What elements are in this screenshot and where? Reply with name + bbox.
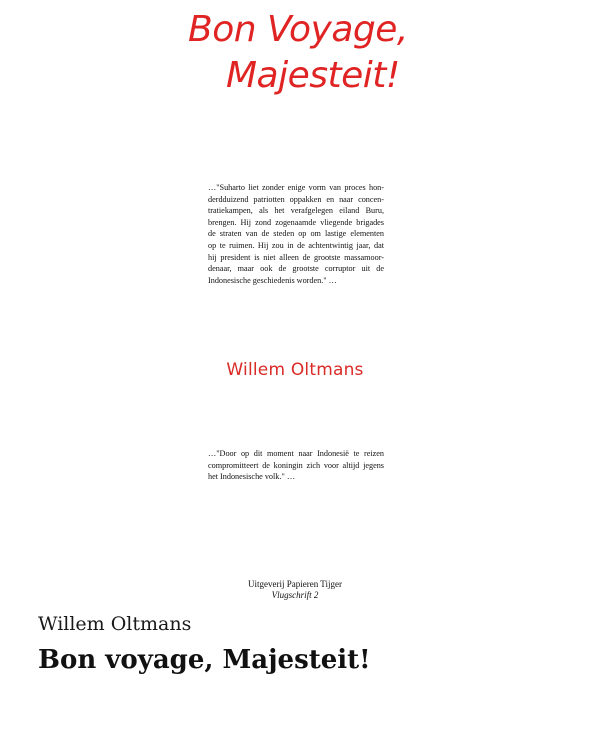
quote-line: hij president is niet alleen de grootste massamoor- [208, 252, 384, 262]
publisher-name: Uitgeverij Papieren Tijger [248, 579, 342, 589]
quote-line: brengen. Hij zond zogenaamde vliegende brigades [208, 217, 384, 227]
quote-line: Indonesische geschiedenis worden." … [208, 275, 337, 285]
quote-line: derdduizend patriotten oppakken en naar concen- [208, 194, 384, 204]
quote-line: denaar, maar ook de grootste corruptor uit de [208, 264, 384, 274]
quote-line: op te ruimen. Hij zou in de achtentwintig jaar, dat [208, 240, 384, 250]
quote-line: tratiekampen, als het verafgelegen eiland Buru, [208, 206, 384, 216]
cover-quote-koningin [208, 448, 384, 483]
publisher-series: Vlugschrift 2 [271, 590, 319, 600]
cover-quote-suharto [208, 182, 384, 286]
cover-publisher [200, 579, 390, 601]
book-title: Bon voyage, Majesteit! [38, 645, 371, 675]
quote-line: …"Door op dit moment naar Indonesië te reizen [208, 449, 384, 458]
quote-line: …"Suharto liet zonder enige vorm van proces hon- [208, 183, 384, 192]
cover-title-line-2: Majesteit! [226, 55, 400, 96]
cover-author-label: Willem Oltmans [226, 360, 364, 380]
quote-line: de straten van de steden op om lastige elementen [208, 229, 384, 239]
cover-author [0, 360, 590, 380]
book-author: Willem Oltmans [38, 613, 192, 635]
cover-title-line-1: Bon Voyage, [188, 9, 408, 50]
quote-line: het Indonesische volk." … [208, 472, 296, 482]
quote-line: compromitteert de koningin zich voor altijd jegens [208, 460, 384, 470]
